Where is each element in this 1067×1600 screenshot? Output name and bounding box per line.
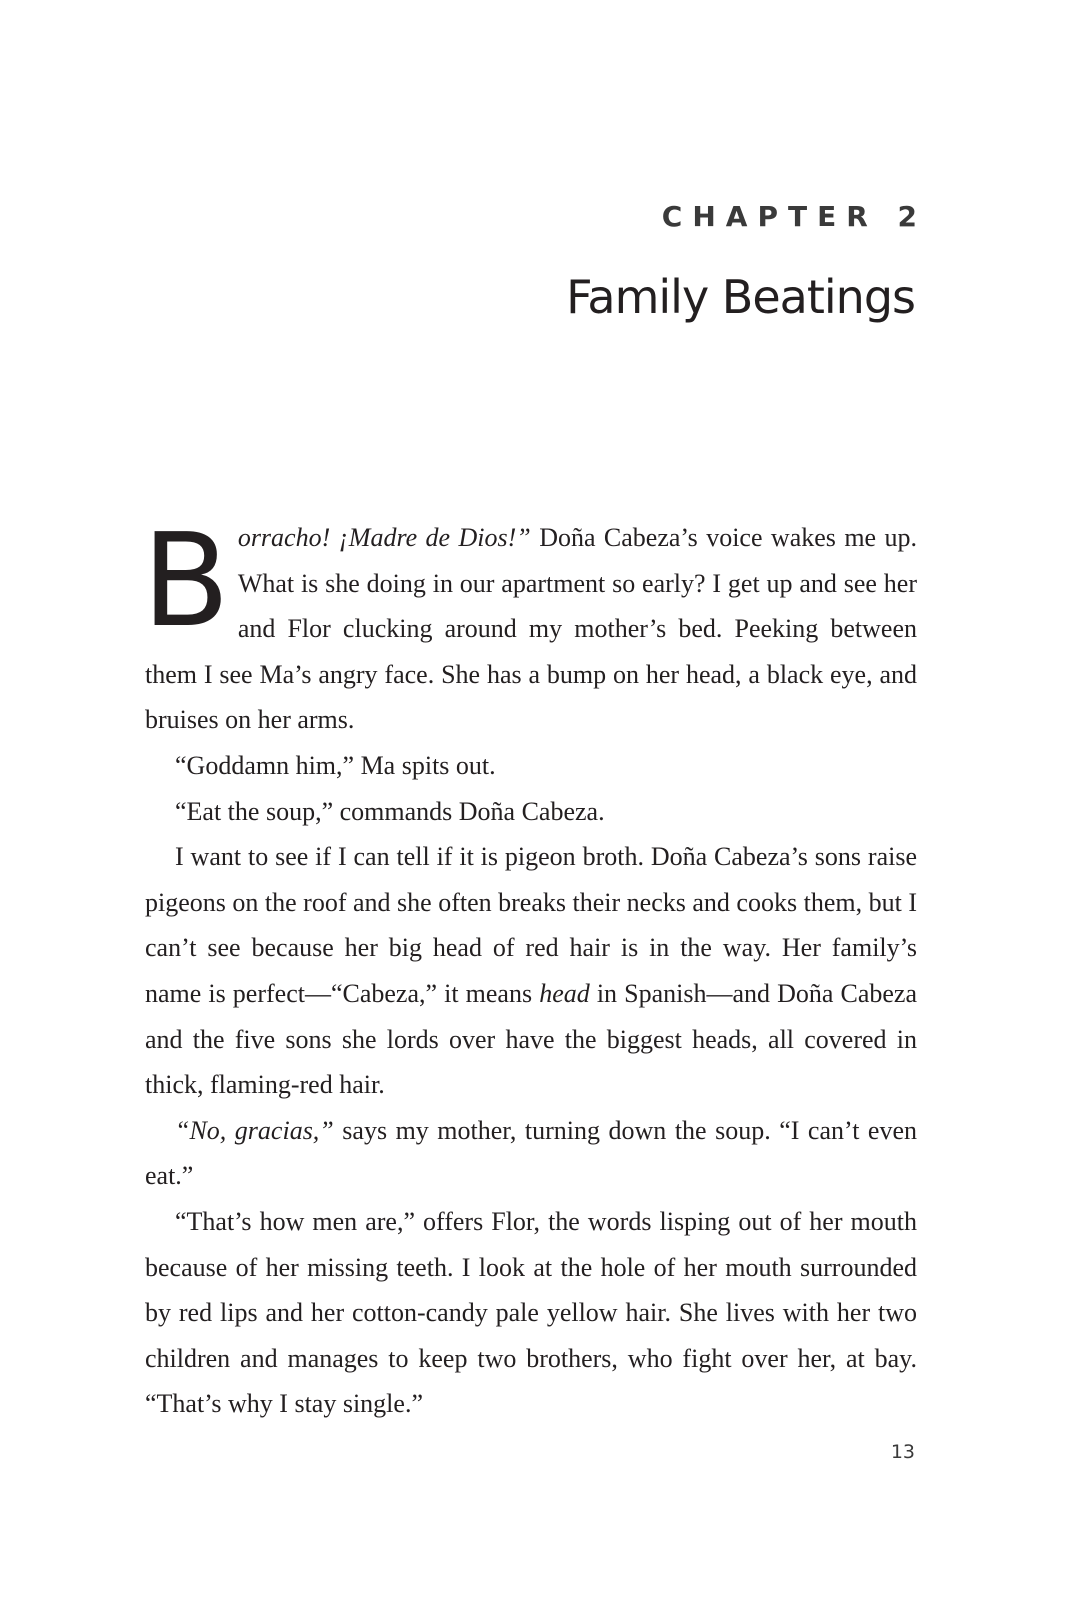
paragraph-text: in Spanish—and Doña Cabeza and the five sons she lords over have the biggest heads, all covered in thick, flaming-red hair. [145,978,917,1100]
body-text [142,507,918,1427]
drop-cap: B [142,507,230,656]
italic-phrase: orracho! ¡Madre de Dios!” [237,523,531,552]
chapter-title: Family Beatings [566,270,915,324]
paragraph-text: Doña Cabeza’s voice wakes me up. What is she doing in our apartment so early? I get up and see her and Flor clucking around my mother’s bed. Peeking between them I see Ma’s angry face. She has a bump on her head, a black eye, and bruises on her arms. [145,523,917,735]
italic-word: head [539,978,590,1008]
paragraph: “Eat the soup,” commands Doña Cabeza. [175,796,605,826]
paragraph: “That’s how men are,” offers Flor, the words lisping out of her mouth because of her missing teeth. I look at the hole of her mouth surrounded by red lips and her cotton-candy pale yellow hair. She lives with her two children and manages to keep two brothers, who fight over her, at bay. “That’s why I stay single.” [145,1206,917,1419]
page-number: 13 [890,1441,915,1463]
paragraph [145,1108,917,1199]
paragraph [145,834,917,1108]
paragraph [142,507,917,743]
paragraph-text: I want to see if I can tell if it is pigeon broth. Doña Cabeza’s sons raise pigeons on the roof and she often breaks their necks and cooks them, but I can’t see because her big head of red hair is in the way. Her family’s name is perfect—“Cabeza,” it means [145,842,917,1008]
paragraph-text: says my mother, turning down the soup. “I can’t even eat.” [145,1115,918,1191]
italic-phrase: “No, gracias,” [175,1115,334,1145]
paragraph: “Goddamn him,” Ma spits out. [175,750,496,780]
chapter-label: CHAPTER 2 [661,200,927,233]
